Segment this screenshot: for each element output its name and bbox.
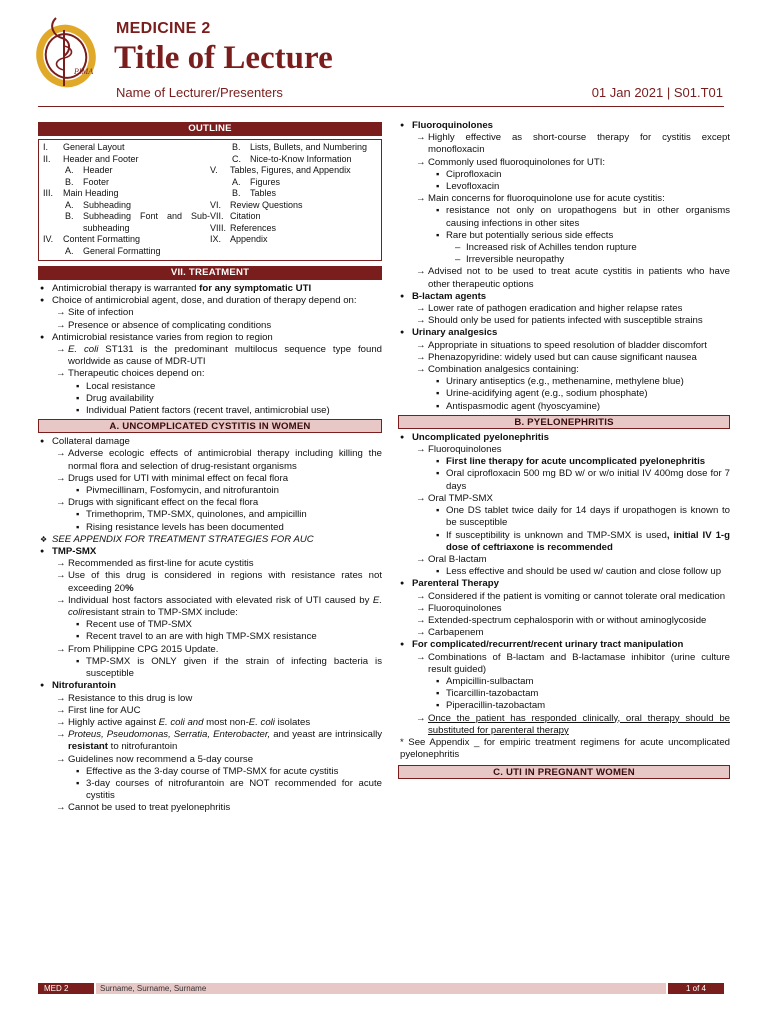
list-item: ● Uncomplicated pyelonephritis → Fluoroquinolones ▪ First line therapy for acute uncomplicated pyelonephritis ▪ Oral ciprofloxacin 500 mg BD w/ or w/o initial IV 400mg dose for 7 days → Oral TMP-SMX ▪ One DS tablet twice daily for 14 days if uropathogen is known to be susceptible ▪ If susceptibility is unknown and TMP-SMX is used, initial IV 1-g dose of ceftriaxone is recommended → Oral B-lactam ▪ Less effective and should be used w/ caution and close follow up (398, 432, 730, 578)
list-item: → Combination analgesics containing: ▪ Urinary antiseptics (e.g., methenamine, methylene blue) ▪ Urine-acidifying agent (e.g., sodium phosphate) ▪ Antispasmodic agent (hyoscyamine) (416, 364, 730, 413)
list-item: ▪ Trimethoprim, TMP-SMX, quinolones, and ampicillin (74, 509, 382, 521)
outline-item-number: IV. (43, 234, 54, 244)
list-item: ▪ TMP-SMX is ONLY given if the strain of infecting bacteria is susceptible (74, 656, 382, 680)
list-item: → First line for AUC (56, 705, 382, 717)
list-item: ❖ SEE APPENDIX FOR TREATMENT STRATEGIES FOR AUC (38, 534, 382, 546)
outline-item-number: B. (65, 211, 74, 221)
list-item: ● Choice of antimicrobial agent, dose, and duration of therapy depend on: → Site of infection → Presence or absence of complicating conditions (38, 295, 382, 332)
outline-col-1 (43, 142, 210, 257)
list-item: ▪ Ampicillin-sulbactam (434, 676, 730, 688)
date-reference: 01 Jan 2021 | S01.T01 (591, 85, 723, 100)
list-item: → Fluoroquinolones ▪ First line therapy for acute uncomplicated pyelonephritis ▪ Oral ciprofloxacin 500 mg BD w/ or w/o initial IV 400mg dose for 7 days (416, 444, 730, 493)
outline-box (38, 139, 382, 261)
list-item: → E. coli ST131 is the predominant multilocus sequence type found worldwide as cause of MDR-UTI (56, 344, 382, 368)
list-item: ▪ Pivmecillinam, Fosfomycin, and nitrofurantoin (74, 485, 382, 497)
list-item: → Lower rate of pathogen eradication and higher relapse rates (416, 303, 730, 315)
list-item: ▪ 3-day courses of nitrofurantoin are NOT recommended for acute cystitis (74, 778, 382, 802)
list-item: ▪ Antispasmodic agent (hyoscyamine) (434, 401, 730, 413)
list-item: ▪ Urine-acidifying agent (e.g., sodium phosphate) (434, 388, 730, 400)
list-item: → Extended-spectrum cephalosporin with or without aminoglycoside (416, 615, 730, 627)
list-item: → Fluoroquinolones (416, 603, 730, 615)
left-column (38, 120, 382, 815)
outline-item-label: General Formatting (83, 245, 161, 256)
outline-item-number: III. (43, 188, 54, 198)
svg-text:PIMA: PIMA (74, 67, 94, 76)
outline-item (210, 223, 377, 235)
outline-item (43, 200, 210, 212)
outline-item (210, 234, 377, 246)
outline-item-number: VIII. (210, 222, 227, 233)
cystitis-heading: A. UNCOMPLICATED CYSTITIS IN WOMEN (38, 419, 382, 433)
outline-item-label: Tables, Figures, and Appendix (230, 165, 351, 175)
outline-item (210, 200, 377, 212)
outline-item-label: Figures (250, 176, 281, 187)
appendix-note: * See Appendix _ for empiric treatment regimens for acute uncomplicated pyelonephritis (400, 736, 730, 761)
lecturer-name: Name of Lecturer/Presenters (116, 85, 283, 100)
list-item: ▪ Ticarcillin-tazobactam (434, 688, 730, 700)
outline-item (210, 211, 377, 223)
list-item: – Increased risk of Achilles tendon rupture (454, 242, 730, 254)
outline-item-label: Subheading (83, 199, 132, 210)
outline-item (43, 177, 210, 189)
lecture-title: Title of Lecture (114, 40, 333, 76)
list-item: ▪ Effective as the 3-day course of TMP-SMX for acute cystitis (74, 766, 382, 778)
list-item: → Adverse ecologic effects of antimicrobial therapy including killing the normal flora and selection of drug-resistant organisms (56, 448, 382, 472)
outline-item (210, 177, 377, 189)
list-item: → Main concerns for fluoroquinolone use for acute cystitis: ▪ resistance not only on uropathogens but in other organisms causing infections in other sites ▪ Rare but potentially serious side effects – Increased risk of Achilles tendon rupture – Irreversible neuropathy (416, 193, 730, 266)
outline-item-number: A. (65, 245, 74, 256)
outline-item-number: B. (232, 142, 241, 152)
outline-item-number: V. (210, 165, 218, 175)
outline-item-label: Lists, Bullets, and Numbering (250, 142, 368, 152)
footer-authors: Surname, Surname, Surname (96, 983, 666, 994)
outline-item (43, 246, 210, 258)
list-item: ▪ Recent travel to an are with high TMP-SMX resistance (74, 631, 382, 643)
list-item: → Combinations of B-lactam and B-lactamase inhibitor (urine culture result guided) ▪ Ampicillin-sulbactam ▪ Ticarcillin-tazobactam ▪ Piperacillin-tazobactam (416, 652, 730, 713)
outline-item (43, 234, 210, 246)
pyelonephritis-list (398, 432, 730, 737)
cystitis-list-continued (398, 120, 730, 413)
outline-item (210, 142, 377, 154)
list-item: ● Antimicrobial therapy is warranted for any symptomatic UTI (38, 283, 382, 295)
outline-item-label: Content Formatting (63, 234, 141, 244)
list-item: ▪ Less effective and should be used w/ caution and close follow up (434, 566, 730, 578)
list-item: ▪ Piperacillin-tazobactam (434, 700, 730, 712)
outline-item-number: A. (232, 176, 241, 187)
outline-heading: OUTLINE (38, 122, 382, 136)
list-item: → Oral TMP-SMX ▪ One DS tablet twice daily for 14 days if uropathogen is known to be susceptible ▪ If susceptibility is unknown and TMP-SMX is used, initial IV 1-g dose of ceftriaxone is recommended (416, 493, 730, 554)
list-item: → Oral B-lactam ▪ Less effective and should be used w/ caution and close follow up (416, 554, 730, 578)
list-item: ▪ Recent use of TMP-SMX (74, 619, 382, 631)
list-item: → Advised not to be used to treat acute cystitis in patients who have other therapeutic options (416, 266, 730, 290)
treatment-list (38, 283, 382, 417)
outline-col-2 (210, 142, 377, 257)
outline-item-label: Appendix (230, 234, 268, 244)
list-item: → Highly effective as short-course therapy for cystitis except monofloxacin (416, 132, 730, 156)
list-item: ▪ If susceptibility is unknown and TMP-SMX is used, initial IV 1-g dose of ceftriaxone is recommended (434, 530, 730, 554)
outline-item-number: VII. (210, 211, 224, 221)
list-item: ● B-lactam agents → Lower rate of pathogen eradication and higher relapse rates → Should only be used for patients infected with susceptible strains (398, 291, 730, 328)
list-item: → Phenazopyridine: widely used but can cause significant nausea (416, 352, 730, 364)
outline-item (210, 154, 377, 166)
list-item: → Carbapenem (416, 627, 730, 639)
list-item: → Once the patient has responded clinically, oral therapy should be substituted for parenteral therapy (416, 713, 730, 737)
list-item: → Cannot be used to treat pyelonephritis (56, 802, 382, 814)
list-item: ▪ Local resistance (74, 381, 382, 393)
outline-item-label: Main Heading (63, 188, 119, 198)
list-item: ● Parenteral Therapy → Considered if the patient is vomiting or cannot tolerate oral medication → Fluoroquinolones → Extended-spectrum cephalosporin with or without aminoglycoside → Carbapenem (398, 578, 730, 639)
outline-item-label: References (230, 222, 277, 233)
outline-item-label: Footer (83, 176, 110, 187)
list-item: → Highly active against E. coli and most non-E. coli isolates (56, 717, 382, 729)
outline-item-label: General Layout (63, 142, 125, 152)
list-item: → Drugs with significant effect on the fecal flora ▪ Trimethoprim, TMP-SMX, quinolones, and ampicillin ▪ Rising resistance levels has been documented (56, 497, 382, 534)
list-item: → Proteus, Pseudomonas, Serratia, Enterobacter, and yeast are intrinsically resistant to nitrofurantoin (56, 729, 382, 753)
outline-item-number: B. (65, 176, 74, 187)
list-item: ● For complicated/recurrent/recent urinary tract manipulation → Combinations of B-lactam and B-lactamase inhibitor (urine culture result guided) ▪ Ampicillin-sulbactam ▪ Ticarcillin-tazobactam ▪ Piperacillin-tazobactam → Once the patient has responded clinically, oral therapy should be substituted for parenteral therapy (398, 639, 730, 737)
outline-item (210, 188, 377, 200)
outline-item-number: I. (43, 142, 49, 152)
list-item: ▪ Ciprofloxacin (434, 169, 730, 181)
list-item: ▪ Rising resistance levels has been documented (74, 522, 382, 534)
outline-item (43, 188, 210, 200)
list-item: → Presence or absence of complicating conditions (56, 320, 382, 332)
list-item: ▪ resistance not only on uropathogens but in other organisms causing infections in other sites (434, 205, 730, 229)
list-item: ▪ Drug availability (74, 393, 382, 405)
outline-item (43, 211, 210, 234)
list-item: → Resistance to this drug is low (56, 693, 382, 705)
list-item: ● Urinary analgesics → Appropriate in situations to speed resolution of bladder discomfort → Phenazopyridine: widely used but can cause significant nausea → Combination analgesics containing: ▪ Urinary antiseptics (e.g., methenamine, methylene blue) ▪ Urine-acidifying agent (e.g., sodium phosphate) ▪ Antispasmodic agent (hyoscyamine) (398, 327, 730, 412)
list-item: → Appropriate in situations to speed resolution of bladder discomfort (416, 340, 730, 352)
outline-item-label: Review Questions (230, 199, 303, 210)
right-column (398, 120, 730, 782)
list-item: → Use of this drug is considered in regions with resistance rates not exceeding 20% (56, 570, 382, 594)
list-item: → Should only be used for patients infected with susceptible strains (416, 315, 730, 327)
outline-item-number: A. (65, 165, 74, 175)
list-item: ● Fluoroquinolones → Highly effective as short-course therapy for cystitis except monofloxacin → Commonly used fluoroquinolones for UTI: ▪ Ciprofloxacin ▪ Levofloxacin → Main concerns for fluoroquinolone use for acute cystitis: ▪ resistance not only on uropathogens but in other organisms causing infections in other sites ▪ Rare but potentially serious side effects – Increased risk of Achilles tendon rupture – Irreversible neuropathy → Advised not to be used to treat acute cystitis in patients who have other therapeutic options (398, 120, 730, 291)
list-item: → Drugs used for UTI with minimal effect on fecal flora ▪ Pivmecillinam, Fosfomycin, and nitrofurantoin (56, 473, 382, 497)
list-item: ▪ Individual Patient factors (recent travel, antimicrobial use) (74, 405, 382, 417)
list-item: → Considered if the patient is vomiting or cannot tolerate oral medication (416, 591, 730, 603)
pyelonephritis-heading: B. PYELONEPHRITIS (398, 415, 730, 429)
list-item: ● TMP-SMX → Recommended as first-line for acute cystitis → Use of this drug is considered in regions with resistance rates not exceeding 20% → Individual host factors associated with elevated risk of UTI caused by E. coliresistant strain to TMP-SMX include: ▪ Recent use of TMP-SMX ▪ Recent travel to an are with high TMP-SMX resistance → From Philippine CPG 2015 Update. ▪ TMP-SMX is ONLY given if the strain of infecting bacteria is susceptible (38, 546, 382, 680)
list-item: ▪ Rare but potentially serious side effects – Increased risk of Achilles tendon rupture – Irreversible neuropathy (434, 230, 730, 267)
list-item: ▪ Levofloxacin (434, 181, 730, 193)
outline-item-number: C. (232, 153, 241, 164)
pima-logo (34, 10, 104, 90)
outline-item (43, 165, 210, 177)
list-item: ● Antimicrobial resistance varies from region to region → E. coli ST131 is the predominant multilocus sequence type found worldwide as cause of MDR-UTI → Therapeutic choices depend on: ▪ Local resistance ▪ Drug availability ▪ Individual Patient factors (recent travel, antimicrobial use) (38, 332, 382, 417)
outline-item-number: VI. (210, 199, 222, 210)
outline-item-number: A. (65, 199, 74, 210)
outline-item-label: Tables (250, 188, 277, 198)
list-item: ● Collateral damage → Adverse ecologic effects of antimicrobial therapy including killing the normal flora and selection of drug-resistant organisms → Drugs used for UTI with minimal effect on fecal flora ▪ Pivmecillinam, Fosfomycin, and nitrofurantoin → Drugs with significant effect on the fecal flora ▪ Trimethoprim, TMP-SMX, quinolones, and ampicillin ▪ Rising resistance levels has been documented (38, 436, 382, 534)
outline-item-number: B. (232, 188, 241, 198)
treatment-heading: VII. TREATMENT (38, 266, 382, 280)
list-item: → Commonly used fluoroquinolones for UTI: ▪ Ciprofloxacin ▪ Levofloxacin (416, 157, 730, 194)
list-item: → Guidelines now recommend a 5-day course ▪ Effective as the 3-day course of TMP-SMX for acute cystitis ▪ 3-day courses of nitrofurantoin are NOT recommended for acute cystitis (56, 754, 382, 803)
list-item: → Individual host factors associated with elevated risk of UTI caused by E. coliresistant strain to TMP-SMX include: ▪ Recent use of TMP-SMX ▪ Recent travel to an are with high TMP-SMX resistance (56, 595, 382, 644)
list-item: – Irreversible neuropathy (454, 254, 730, 266)
outline-item (43, 154, 210, 166)
list-item: ▪ One DS tablet twice daily for 14 days if uropathogen is known to be susceptible (434, 505, 730, 529)
pregnant-heading: C. UTI IN PREGNANT WOMEN (398, 765, 730, 779)
outline-item (43, 142, 210, 154)
outline-item-label: Subheading Font and Sub-subheading (83, 211, 210, 233)
outline-item-label: Header (83, 165, 113, 175)
header-divider (38, 106, 724, 107)
list-item: ▪ Urinary antiseptics (e.g., methenamine, methylene blue) (434, 376, 730, 388)
outline-item-label: Header and Footer (63, 153, 139, 164)
outline-item-label: Citation (230, 211, 261, 221)
list-item: → Therapeutic choices depend on: ▪ Local resistance ▪ Drug availability ▪ Individual Patient factors (recent travel, antimicrobial use) (56, 368, 382, 417)
outline-item-label: Nice-to-Know Information (250, 153, 352, 164)
outline-item-number: II. (43, 153, 51, 164)
list-item: ▪ Oral ciprofloxacin 500 mg BD w/ or w/o initial IV 400mg dose for 7 days (434, 468, 730, 492)
footer-page-number: 1 of 4 (668, 983, 724, 994)
list-item: → Recommended as first-line for acute cystitis (56, 558, 382, 570)
cystitis-list (38, 436, 382, 814)
page-footer (38, 983, 724, 994)
list-item: ▪ First line therapy for acute uncomplicated pyelonephritis (434, 456, 730, 468)
footer-course: MED 2 (38, 983, 94, 994)
course-name: MEDICINE 2 (116, 20, 211, 37)
list-item: → From Philippine CPG 2015 Update. ▪ TMP-SMX is ONLY given if the strain of infecting bacteria is susceptible (56, 644, 382, 681)
list-item: → Site of infection (56, 307, 382, 319)
outline-item-number: IX. (210, 234, 222, 244)
list-item: ● Nitrofurantoin → Resistance to this drug is low → First line for AUC → Highly active against E. coli and most non-E. coli isolates → Proteus, Pseudomonas, Serratia, Enterobacter, and yeast are intrinsically resistant to nitrofurantoin → Guidelines now recommend a 5-day course ▪ Effective as the 3-day course of TMP-SMX for acute cystitis ▪ 3-day courses of nitrofurantoin are NOT recommended for acute cystitis → Cannot be used to treat pyelonephritis (38, 680, 382, 814)
outline-item (210, 165, 377, 177)
